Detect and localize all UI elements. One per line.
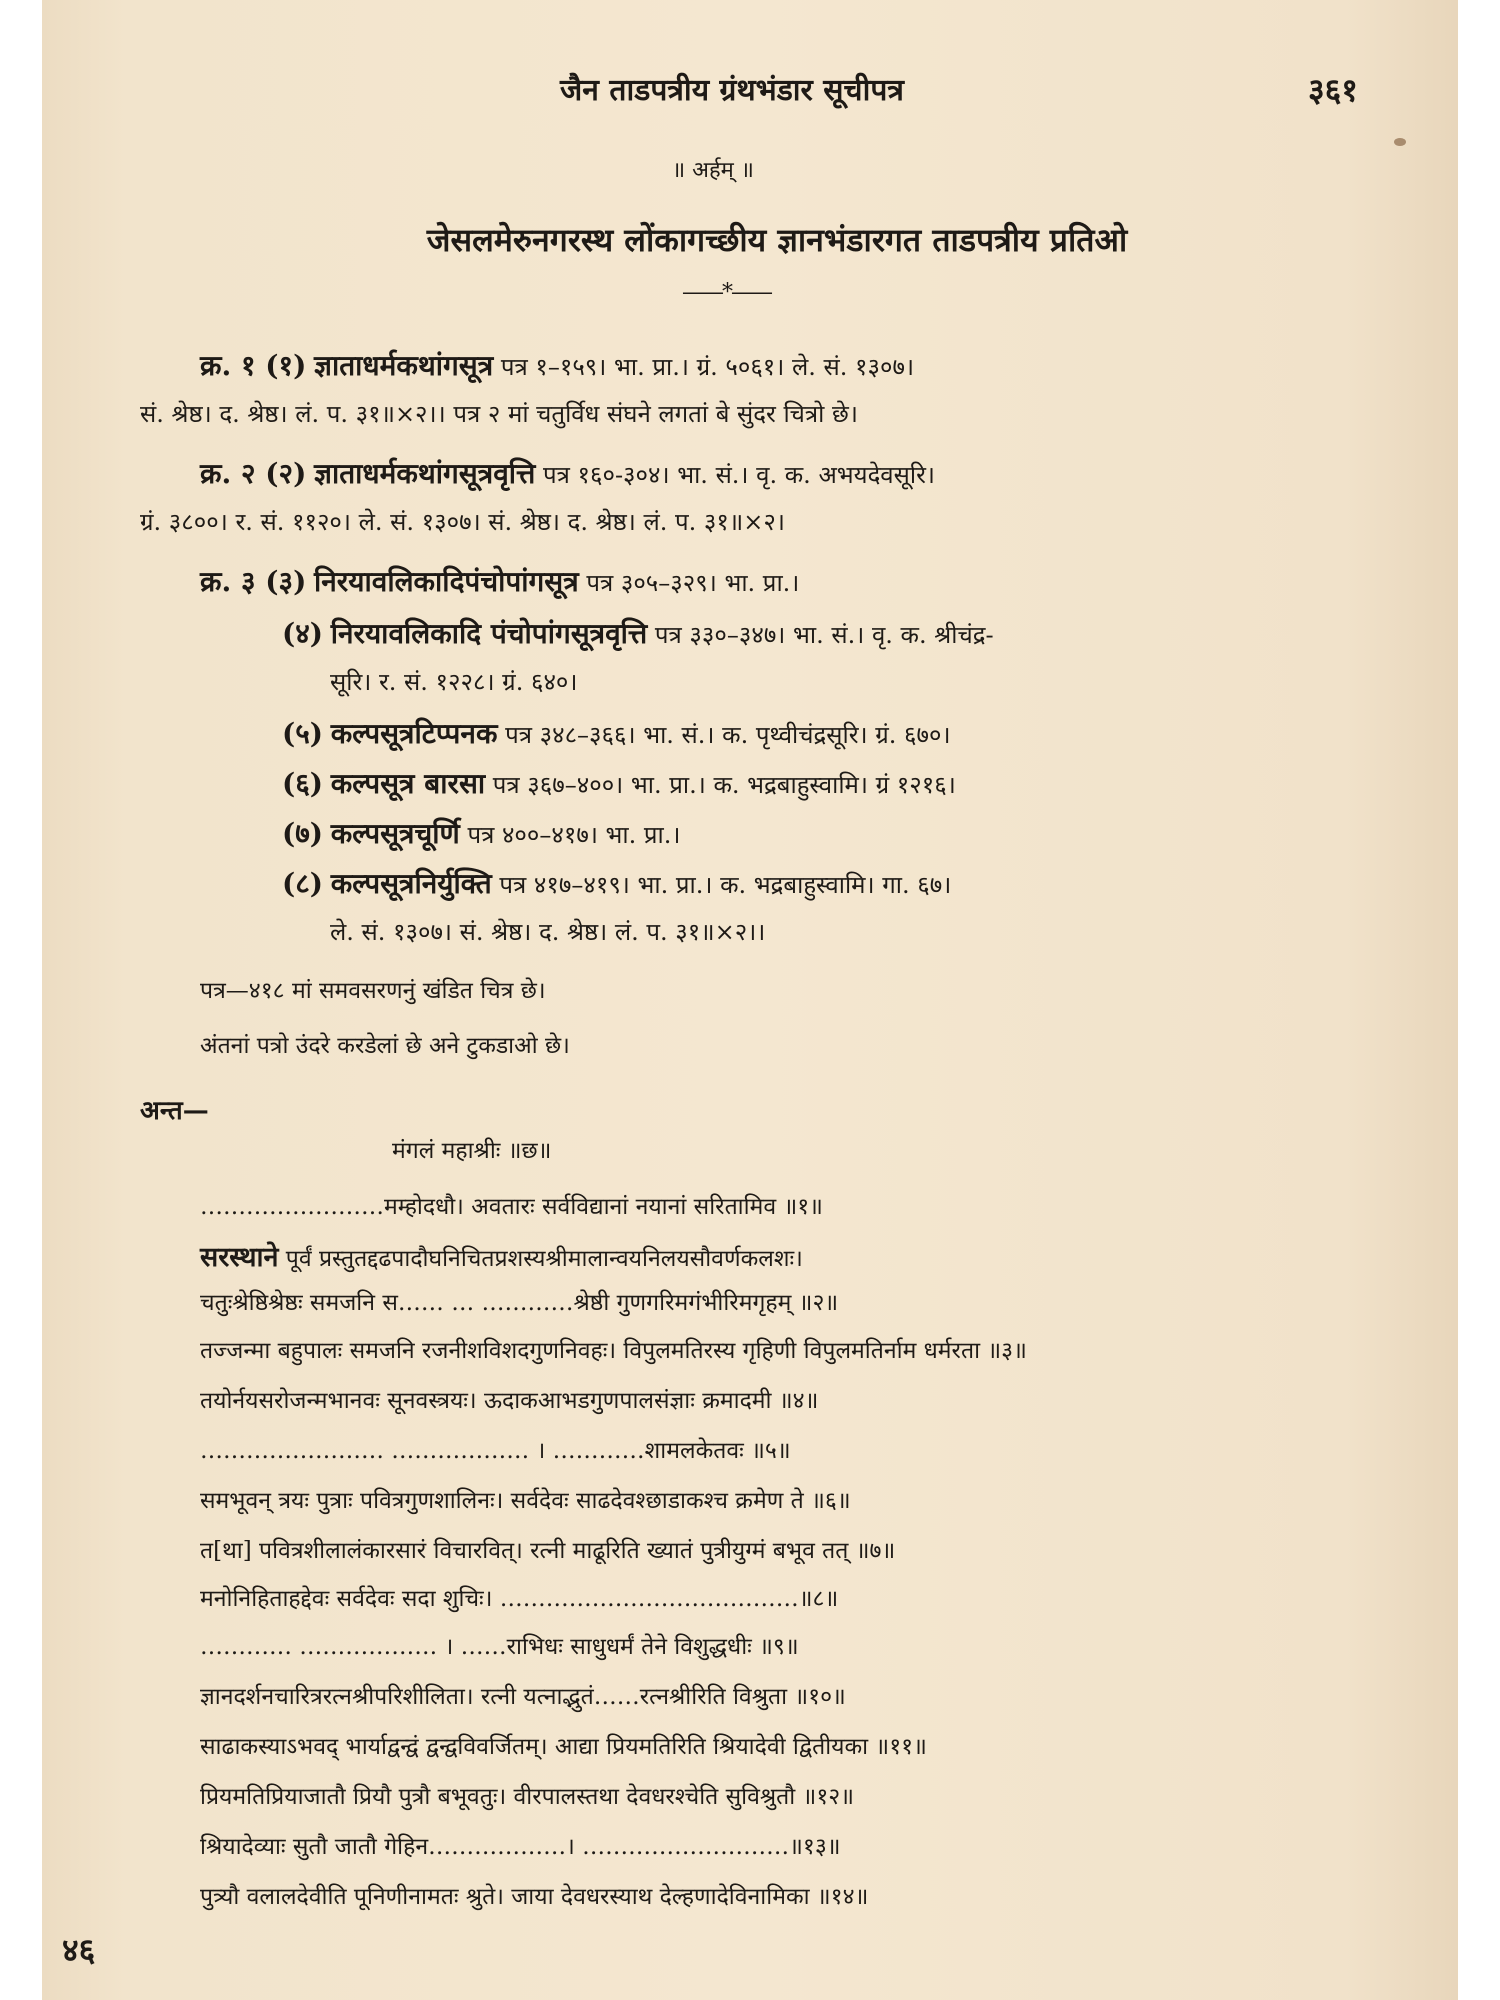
entry-line <box>140 402 858 426</box>
verse-line: ……………………मम्होदधौ। अवतारः सर्वविद्यानां नयानां सरितामिव ॥१॥ <box>200 1194 823 1220</box>
folio-number: ४६ <box>62 1931 96 1969</box>
entry-line <box>282 767 956 800</box>
verse-line: त[था] पवित्रशीलालंकारसारं विचारवित्। रत्नी माढूरिति ख्यातं पुत्रीयुग्मं बभूव तत् ॥७॥ <box>200 1538 896 1564</box>
entry-title: निरयावलिकादिपंचोपांगसूत्र <box>314 565 579 598</box>
entry-details: ले. सं. १३०७। सं. श्रेष्ठ। द. श्रेष्ठ। लं. प. ३१॥×२।। <box>330 918 766 946</box>
entry-title: ज्ञाताधर्मकथांगसूत्रवृत्ति <box>314 457 536 490</box>
entry-details: पत्र ३६७–४००। भा. प्रा.। क. भद्रबाहुस्वामि। ग्रं १२१६। <box>492 771 956 799</box>
verse-line <box>200 1244 803 1271</box>
verse-line: चतुःश्रेष्ठिश्रेष्ठः समजनि स…… … …………श्रेष्ठी गुणगरिमगंभीरिमगृहम् ॥२॥ <box>200 1290 839 1316</box>
entry-details: सूरि। र. सं. १२२८। ग्रं. ६४०। <box>330 668 578 696</box>
entry-title: कल्पसूत्रटिप्पनक <box>330 717 498 750</box>
verse-line: समभूवन् त्रयः पुत्राः पवित्रगुणशालिनः। सर्वदेवः साढदेवश्छाडाकश्च क्रमेण ते ॥६॥ <box>200 1488 851 1514</box>
verse-bold-word: सरस्थाने <box>200 1242 279 1273</box>
ink-smudge <box>1394 138 1406 146</box>
verse-line: …………………… ……………… । …………शामलकेतवः ॥५॥ <box>200 1438 791 1464</box>
verse-line: साढाकस्याऽभवद् भार्याद्वन्द्वं द्वन्द्वविवर्जितम्। आद्या प्रियमतिरिति श्रियादेवी द्वितीयका ॥११॥ <box>200 1734 927 1760</box>
entry-details: पत्र ३४८–३६६। भा. सं.। क. पृथ्वीचंद्रसूरि। ग्रं. ६७०। <box>505 721 951 749</box>
entry-prefix: (८) <box>282 867 324 900</box>
verse-line: मनोनिहिताहद्देवः सर्वदेवः सदा शुचिः। …………………………………॥८॥ <box>200 1586 839 1612</box>
entry-line <box>282 717 951 750</box>
book-page <box>42 0 1458 2000</box>
entry-details: पत्र ४००–४१७। भा. प्रा.। <box>467 821 681 849</box>
entry-details: पत्र ३३०–३४७। भा. सं.। वृ. क. श्रीचंद्र- <box>654 621 994 649</box>
verse-line: प्रियमतिप्रियाजातौ प्रियौ पुत्रौ बभूवतुः। वीरपालस्तथा देवधरश्चेति सुविश्रुतौ ॥१२॥ <box>200 1784 855 1810</box>
invocation: ॥ अर्हम् ॥ <box>672 158 754 183</box>
entry-line <box>282 617 994 650</box>
running-header-title: जैन ताडपत्रीय ग्रंथभंडार सूचीपत्र <box>560 73 904 108</box>
entry-details: ग्रं. ३८००। र. सं. ११२०। ले. सं. १३०७। सं. श्रेष्ठ। द. श्रेष्ठ। लं. प. ३१॥×२। <box>140 508 785 536</box>
entry-details: सं. श्रेष्ठ। द. श्रेष्ठ। लं. प. ३१॥×२।। पत्र २ मां चतुर्विध संघने लगतां बे सुंदर चित्रो छे। <box>140 400 858 428</box>
entry-line <box>200 565 800 598</box>
verse-line: तयोर्नयसरोजन्मभानवः सूनवस्त्रयः। ऊदाकआभडगुणपालसंज्ञाः क्रमादमी ॥४॥ <box>200 1388 819 1414</box>
entry-prefix: (६) <box>282 767 324 800</box>
entry-prefix: क्र. ३ (३) <box>200 565 307 598</box>
verse-line: तज्जन्मा बहुपालः समजनि रजनीशविशदगुणनिवहः। विपुलमतिरस्य गृहिणी विपुलमतिर्नाम धर्मरता ॥३॥ <box>200 1338 1027 1364</box>
entry-prefix: क्र. १ (१) <box>200 349 307 382</box>
entry-line <box>330 920 765 944</box>
note-line: अंतनां पत्रो उंदरे करडेलां छे अने टुकडाओ छे। <box>200 1033 570 1059</box>
entry-details: पत्र १६०-३०४। भा. सं.। वृ. क. अभयदेवसूरि। <box>543 461 936 489</box>
entry-line <box>200 457 936 490</box>
entry-prefix: क्र. २ (२) <box>200 457 307 490</box>
entry-details: पत्र ३०५–३२९। भा. प्रा.। <box>586 569 800 597</box>
entry-title: कल्पसूत्रचूर्णि <box>330 817 460 850</box>
entry-line <box>282 817 681 850</box>
entry-line <box>200 349 915 382</box>
entry-title: निरयावलिकादि पंचोपांगसूत्रवृत्ति <box>330 617 648 650</box>
ornamental-divider: ——*—— <box>682 280 771 305</box>
colophon-label: अन्त— <box>140 1096 209 1126</box>
verse-line: ………… ……………… । ……राभिधः साधुधर्मं तेने विशुद्धधीः ॥९॥ <box>200 1634 799 1660</box>
verse-line: पुत्र्यौ वलालदेवीति पूनिणीनामतः श्रुते। जाया देवधरस्याथ देल्हणादेविनामिका ॥१४॥ <box>200 1884 869 1910</box>
collection-title: जेसलमेरुनगरस्थ लोंकागच्छीय ज्ञानभंडारगत ताडपत्रीय प्रतिओ <box>426 221 1128 259</box>
verse-text: पूर्वं प्रस्तुतद्दढपादौघनिचितप्रशस्यश्रीमालान्वयनिलयसौवर्णकलशः। <box>278 1246 803 1272</box>
entry-details: पत्र ४१७–४१९। भा. प्रा.। क. भद्रबाहुस्वामि। गा. ६७। <box>499 871 952 899</box>
entry-title: कल्पसूत्रनिर्युक्ति <box>330 867 492 900</box>
entry-line <box>282 867 952 900</box>
entry-details: पत्र १–१५९। भा. प्रा.। ग्रं. ५०६१। ले. सं. १३०७। <box>500 353 915 381</box>
verse-line: ज्ञानदर्शनचारित्ररत्नश्रीपरिशीलिता। रत्नी यत्नाद्भुतं……रत्नश्रीरिति विश्रुता ॥१०॥ <box>200 1684 846 1710</box>
note-line: पत्र—४१८ मां समवसरणनुं खंडित चित्र छे। <box>200 978 546 1004</box>
entry-line <box>140 510 785 534</box>
verse-line: श्रियादेव्याः सुतौ जातौ गेहिन………………। ………………………॥१३॥ <box>200 1834 841 1860</box>
page-number: ३६१ <box>1308 71 1358 109</box>
entry-line <box>330 670 578 694</box>
entry-title: ज्ञाताधर्मकथांगसूत्र <box>314 349 494 382</box>
entry-prefix: (७) <box>282 817 324 850</box>
entry-prefix: (५) <box>282 717 324 750</box>
entry-title: कल्पसूत्र बारसा <box>330 767 486 800</box>
entry-prefix: (४) <box>282 617 324 650</box>
verse-line: मंगलं महाश्रीः ॥छ॥ <box>392 1138 552 1164</box>
